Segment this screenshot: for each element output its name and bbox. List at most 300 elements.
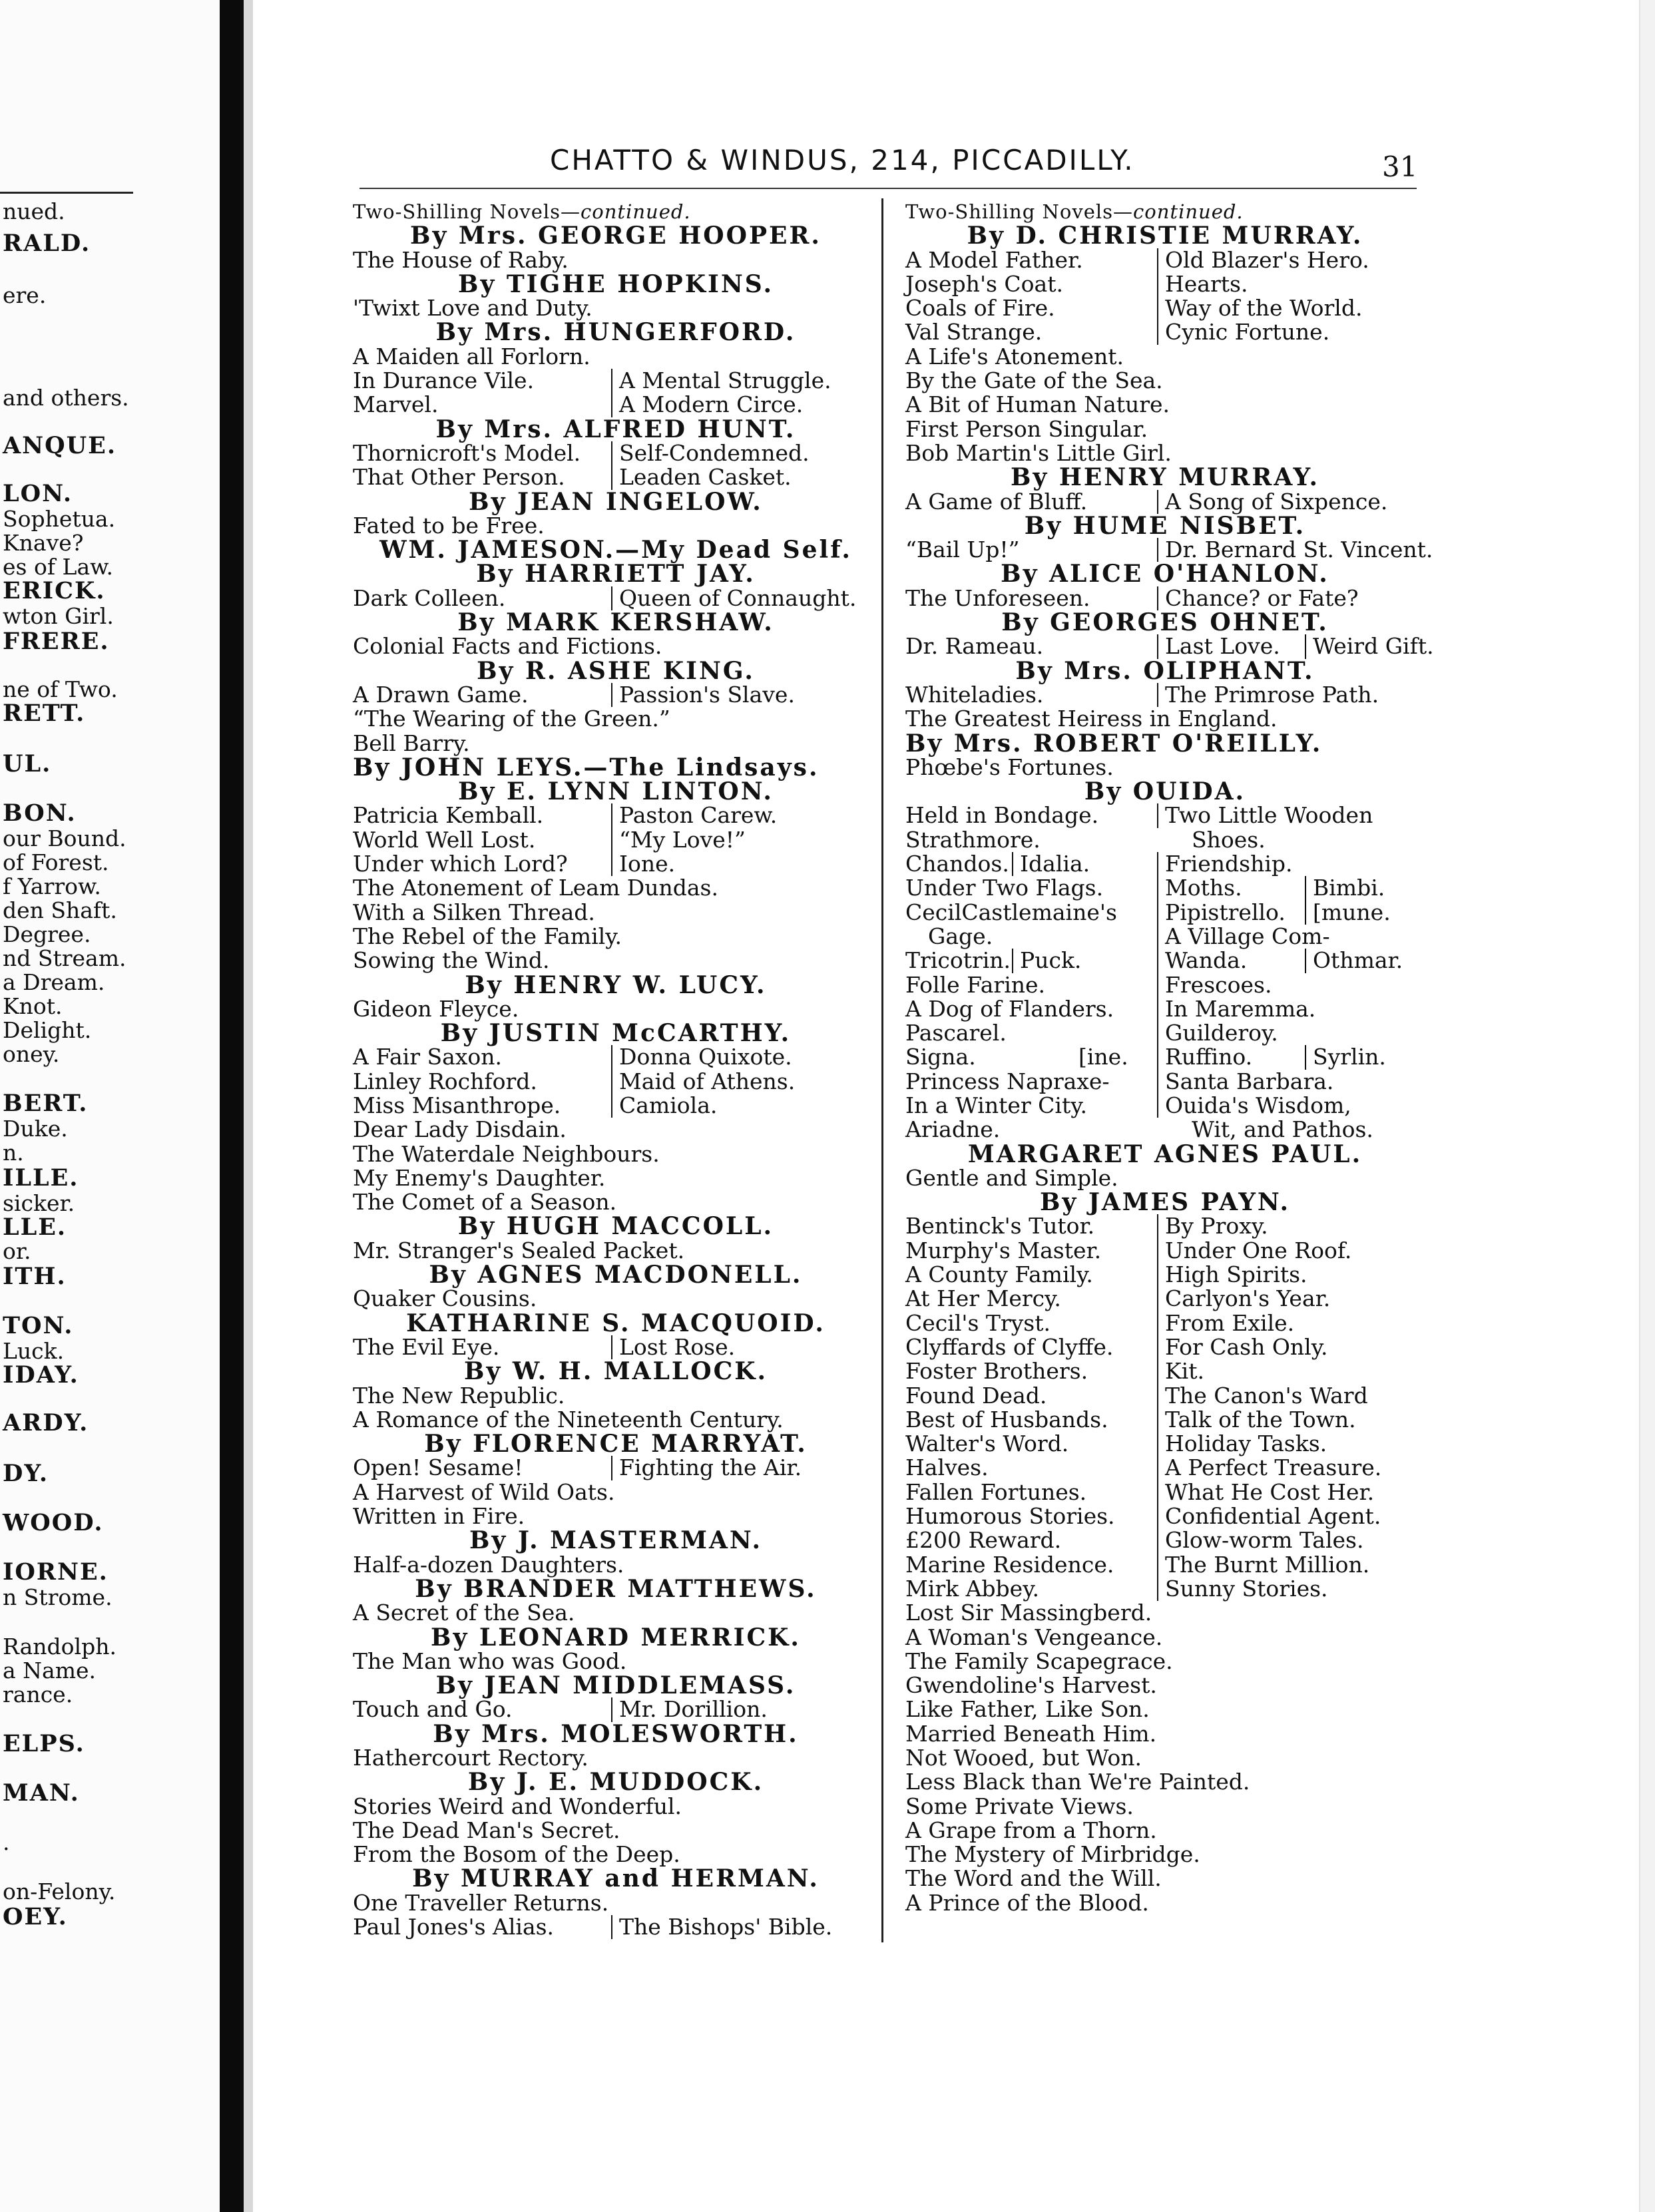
entry-text: Folle Farine. bbox=[905, 971, 1046, 998]
book-title-line bbox=[353, 1843, 879, 1867]
author-heading: By HARRIETT JAY. bbox=[476, 560, 756, 588]
entry-text-continued: In Maremma. bbox=[1157, 997, 1315, 1021]
facing-page-line: LON. bbox=[3, 480, 73, 507]
entry-text: A Woman's Vengeance. bbox=[905, 1624, 1163, 1650]
book-title-line bbox=[905, 1432, 1425, 1456]
book-title-line bbox=[905, 586, 1425, 610]
book-title-line bbox=[905, 1819, 1425, 1843]
facing-page-line: Delight. bbox=[3, 1017, 92, 1043]
facing-page-line: OEY. bbox=[3, 1903, 68, 1930]
facing-page-line: oney. bbox=[3, 1041, 60, 1067]
author-heading: By HENRY MURRAY. bbox=[1010, 463, 1320, 492]
entry-text-continued: What He Cost Her. bbox=[1157, 1480, 1374, 1504]
author-heading: By HUME NISBET. bbox=[1024, 511, 1306, 540]
entry-text: Bob Martin's Little Girl. bbox=[905, 439, 1172, 466]
book-title-line bbox=[353, 828, 879, 852]
facing-page-line: f Yarrow. bbox=[3, 873, 101, 899]
entry-text: Best of Husbands. bbox=[905, 1406, 1108, 1433]
entry-text-continued: Holiday Tasks. bbox=[1157, 1432, 1327, 1456]
entry-text: Under which Lord? bbox=[353, 851, 568, 877]
book-title-line bbox=[905, 1843, 1425, 1867]
entry-text: Gideon Fleyce. bbox=[353, 995, 519, 1022]
book-title-line bbox=[353, 1045, 879, 1069]
entry-text-continued: Ione. bbox=[611, 852, 675, 876]
entry-text-continued: Kit. bbox=[1157, 1359, 1204, 1383]
entry-text: Halves. bbox=[905, 1454, 989, 1481]
book-title-line bbox=[353, 949, 879, 973]
entry-text: By the Gate of the Sea. bbox=[905, 367, 1163, 394]
author-heading: By J. MASTERMAN. bbox=[469, 1526, 763, 1555]
book-title-line bbox=[905, 1577, 1425, 1601]
author-heading: By HUGH MACCOLL. bbox=[457, 1212, 774, 1241]
author-heading: By E. LYNN LINTON. bbox=[458, 777, 774, 806]
book-title-line bbox=[905, 1359, 1425, 1383]
entry-text: A Maiden all Forlorn. bbox=[353, 343, 591, 369]
entry-text-continued: The Canon's Ward bbox=[1157, 1384, 1368, 1408]
entry-text: The Word and the Will. bbox=[905, 1865, 1162, 1892]
entry-text-continued: The Primrose Path. bbox=[1157, 683, 1379, 707]
entry-text: Cecil's Tryst. bbox=[905, 1309, 1051, 1336]
entry-text: Joseph's Coat. bbox=[905, 270, 1063, 297]
book-title-line bbox=[353, 514, 879, 538]
author-heading: By D. CHRISTIE MURRAY. bbox=[967, 222, 1363, 250]
facing-page-line: Luck. bbox=[3, 1338, 65, 1364]
entry-text-continued: Friendship. bbox=[1157, 852, 1293, 876]
entry-text: Strathmore. bbox=[905, 826, 1041, 853]
book-title-line bbox=[353, 586, 879, 610]
entry-text: Lost Sir Massingberd. bbox=[905, 1600, 1152, 1626]
entry-text: Some Private Views. bbox=[905, 1793, 1134, 1819]
author-heading: By JAMES PAYN. bbox=[1039, 1188, 1291, 1217]
entry-text-continued: Talk of the Town. bbox=[1157, 1408, 1356, 1432]
book-title-line bbox=[905, 1021, 1425, 1045]
book-title-line bbox=[905, 1697, 1425, 1721]
book-title-line bbox=[905, 1239, 1425, 1263]
book-title-line bbox=[353, 925, 879, 949]
author-heading: By JEAN MIDDLEMASS. bbox=[435, 1671, 796, 1700]
book-title-line bbox=[353, 1697, 879, 1721]
facing-page-line: nd Stream. bbox=[3, 945, 126, 971]
book-title-line bbox=[353, 876, 879, 900]
entry-text: Touch and Go. bbox=[353, 1696, 513, 1723]
book-title-line bbox=[905, 949, 1425, 973]
entry-text-continued: Last Love. bbox=[1157, 634, 1280, 658]
entry-text: £200 Reward. bbox=[905, 1527, 1062, 1554]
entry-text: Under Two Flags. bbox=[905, 875, 1104, 901]
facing-page-line: ITH. bbox=[3, 1263, 67, 1290]
entry-text-continued: High Spirits. bbox=[1157, 1263, 1307, 1287]
author-heading: By Mrs. MOLESWORTH. bbox=[433, 1719, 799, 1748]
section-continuation-heading bbox=[353, 200, 879, 224]
entry-text: The New Republic. bbox=[353, 1382, 565, 1409]
author-heading: By GEORGES OHNET. bbox=[1001, 608, 1329, 637]
entry-text: Fallen Fortunes. bbox=[905, 1478, 1087, 1505]
book-title-line bbox=[905, 828, 1425, 852]
entry-text: Tricotrin. bbox=[905, 947, 1011, 974]
entry-text: Ariadne. bbox=[905, 1116, 1001, 1143]
book-title-line bbox=[353, 803, 879, 827]
entry-text-continued: The Bishops' Bible. bbox=[611, 1915, 832, 1939]
book-title-line bbox=[905, 1553, 1425, 1577]
entry-text: Hathercourt Rectory. bbox=[353, 1745, 589, 1771]
entry-text: In a Winter City. bbox=[905, 1092, 1087, 1118]
entry-text: A Harvest of Wild Oats. bbox=[353, 1478, 615, 1505]
facing-page-line: ere. bbox=[3, 282, 47, 308]
entry-text: Marvel. bbox=[353, 391, 439, 418]
book-title-line bbox=[905, 1673, 1425, 1697]
book-title-line bbox=[905, 1070, 1425, 1094]
book-title-line bbox=[905, 925, 1425, 949]
book-title-line bbox=[905, 1480, 1425, 1504]
entry-text: A Romance of the Nineteenth Century. bbox=[353, 1406, 784, 1433]
book-title-line bbox=[905, 1746, 1425, 1770]
book-title-line bbox=[905, 707, 1425, 731]
entry-text: Val Strange. bbox=[905, 319, 1043, 345]
facing-page-line: LLE. bbox=[3, 1214, 67, 1241]
entry-text: Sowing the Wind. bbox=[353, 947, 550, 974]
facing-page-line: a Name. bbox=[3, 1658, 97, 1683]
entry-text: Murphy's Master. bbox=[905, 1237, 1102, 1263]
entry-text: First Person Singular. bbox=[905, 415, 1148, 442]
facing-page-line: ILLE. bbox=[3, 1164, 79, 1192]
entry-text: Miss Misanthrope. bbox=[353, 1092, 561, 1118]
author-heading: By TIGHE HOPKINS. bbox=[458, 270, 774, 298]
entry-text-continued: Glow-worm Tales. bbox=[1157, 1528, 1363, 1552]
entry-text-continued: Old Blazer's Hero. bbox=[1157, 248, 1369, 272]
entry-text: Bell Barry. bbox=[353, 730, 470, 756]
entry-text-continued: Carlyon's Year. bbox=[1157, 1287, 1330, 1311]
book-title-line bbox=[353, 1795, 879, 1819]
entry-text: The Evil Eye. bbox=[353, 1333, 500, 1360]
entry-text: A Drawn Game. bbox=[353, 681, 529, 708]
author-heading: By Mrs. ROBERT O'REILLY. bbox=[905, 729, 1323, 758]
facing-page-line: nued. bbox=[3, 198, 65, 224]
page-edge bbox=[1639, 0, 1655, 2212]
author-heading: By Mrs. ALFRED HUNT. bbox=[435, 415, 796, 443]
book-title-line bbox=[905, 901, 1425, 925]
entry-text-continued: Frescoes. bbox=[1157, 973, 1272, 997]
entry-text-continued: The Burnt Million. bbox=[1157, 1553, 1369, 1577]
entry-text: Paul Jones's Alias. bbox=[353, 1914, 555, 1940]
book-title-line bbox=[353, 1553, 879, 1577]
entry-text: Chandos. bbox=[905, 851, 1009, 877]
book-title-line bbox=[905, 1722, 1425, 1746]
entry-text: A Game of Bluff. bbox=[905, 488, 1088, 515]
entry-text-continued: [mune. bbox=[1305, 901, 1391, 925]
book-title-line bbox=[905, 1263, 1425, 1287]
book-title-line bbox=[353, 1384, 879, 1408]
entry-text: The Waterdale Neighbours. bbox=[353, 1140, 660, 1167]
entry-text: Gentle and Simple. bbox=[905, 1164, 1118, 1191]
book-title-line bbox=[905, 1094, 1425, 1118]
continued-label: continued. bbox=[581, 200, 691, 223]
facing-page-line: ne of Two. bbox=[3, 676, 118, 702]
column-rule bbox=[881, 198, 883, 1942]
entry-text: Held in Bondage. bbox=[905, 802, 1099, 829]
entry-text: A Fair Saxon. bbox=[353, 1044, 502, 1070]
entry-text: Dark Colleen. bbox=[353, 584, 506, 611]
author-heading: By MURRAY and HERMAN. bbox=[412, 1865, 820, 1893]
book-title-line bbox=[353, 296, 879, 320]
entry-text-continued: Under One Roof. bbox=[1157, 1239, 1351, 1263]
book-title-line bbox=[905, 1867, 1425, 1890]
entry-text: CecilCastlemaine's bbox=[905, 899, 1117, 925]
entry-text-continued: Two Little Wooden bbox=[1157, 803, 1373, 827]
facing-page-line: ANQUE. bbox=[3, 432, 117, 459]
book-title-line bbox=[353, 1819, 879, 1843]
book-title-line bbox=[353, 1287, 879, 1311]
book-title-line bbox=[353, 1142, 879, 1166]
facing-page-line: Duke. bbox=[3, 1116, 68, 1142]
entry-text: The Comet of a Season. bbox=[353, 1189, 617, 1216]
entry-text-continued: Hearts. bbox=[1157, 272, 1248, 296]
book-title-line bbox=[353, 683, 879, 707]
section-label: Two-Shilling Novels— bbox=[905, 200, 1134, 223]
book-title-line bbox=[905, 1795, 1425, 1819]
book-title-line bbox=[353, 465, 879, 489]
facing-page-line: den Shaft. bbox=[3, 897, 117, 923]
entry-text-continued: Maid of Athens. bbox=[611, 1070, 795, 1094]
book-gutter bbox=[220, 0, 244, 2212]
facing-page-line: our Bound. bbox=[3, 825, 126, 851]
entry-text-continued: Camiola. bbox=[611, 1094, 717, 1118]
book-title-line bbox=[353, 732, 879, 756]
facing-page-line: ARDY. bbox=[3, 1409, 89, 1437]
book-title-line bbox=[905, 320, 1425, 344]
entry-text: Humorous Stories. bbox=[905, 1503, 1115, 1530]
entry-text: With a Silken Thread. bbox=[353, 899, 595, 925]
entry-text: The Atonement of Leam Dundas. bbox=[353, 875, 718, 901]
entry-text: A Bit of Human Nature. bbox=[905, 391, 1170, 418]
entry-text-continued: Othmar. bbox=[1305, 949, 1403, 973]
book-title-line bbox=[353, 1601, 879, 1625]
book-title-line bbox=[353, 248, 879, 272]
entry-text: Linley Rochford. bbox=[353, 1068, 537, 1094]
entry-text: The House of Raby. bbox=[353, 246, 569, 273]
entry-text: Phœbe's Fortunes. bbox=[905, 754, 1114, 780]
book-title-line bbox=[905, 296, 1425, 320]
book-title-line bbox=[905, 345, 1425, 369]
entry-text: The Mystery of Mirbridge. bbox=[905, 1841, 1200, 1868]
entry-text: Dr. Rameau. bbox=[905, 633, 1044, 660]
book-title-line bbox=[905, 852, 1425, 876]
facing-page-line: FRERE. bbox=[3, 628, 110, 655]
book-title-line bbox=[905, 803, 1425, 827]
entry-text-continued: Wit, and Pathos. bbox=[1192, 1116, 1373, 1143]
book-title-line bbox=[905, 1770, 1425, 1794]
facing-page-line: IDAY. bbox=[3, 1361, 79, 1389]
book-title-line bbox=[353, 1166, 879, 1190]
author-heading: MARGARET AGNES PAUL. bbox=[967, 1140, 1363, 1168]
facing-page-line: RALD. bbox=[3, 230, 91, 257]
page-number: 31 bbox=[1382, 150, 1418, 183]
entry-text: “The Wearing of the Green.” bbox=[353, 706, 670, 732]
facing-page-line: . bbox=[3, 1829, 10, 1855]
entry-text-continued: Way of the World. bbox=[1157, 296, 1362, 320]
entry-text-continued: Cynic Fortune. bbox=[1157, 320, 1329, 344]
book-title-line bbox=[905, 997, 1425, 1021]
book-title-line bbox=[905, 1650, 1425, 1673]
author-heading: By MARK KERSHAW. bbox=[457, 608, 774, 637]
book-title-line bbox=[905, 1601, 1425, 1625]
entry-text: World Well Lost. bbox=[353, 826, 536, 853]
entry-text: Gage. bbox=[928, 923, 993, 949]
entry-text-continued: Queen of Connaught. bbox=[611, 586, 856, 610]
facing-page-line: Knave? bbox=[3, 530, 84, 556]
entry-text: Bentinck's Tutor. bbox=[905, 1213, 1095, 1239]
author-heading: By FLORENCE MARRYAT. bbox=[424, 1430, 808, 1458]
entry-text: Not Wooed, but Won. bbox=[905, 1745, 1142, 1771]
author-heading: KATHARINE S. MACQUOID. bbox=[406, 1309, 826, 1337]
entry-text: Quaker Cousins. bbox=[353, 1285, 537, 1312]
entry-text-continued: Paston Carew. bbox=[611, 803, 777, 827]
author-heading: By ALICE O'HANLON. bbox=[1001, 560, 1329, 588]
book-title-line bbox=[353, 1239, 879, 1263]
facing-page-line: UL. bbox=[3, 750, 52, 777]
book-title-line bbox=[905, 248, 1425, 272]
entry-text-continued: Wanda. bbox=[1157, 949, 1247, 973]
author-heading: By BRANDER MATTHEWS. bbox=[415, 1574, 817, 1603]
running-head: CHATTO & WINDUS, 214, PICCADILLY. bbox=[550, 144, 1135, 176]
book-title-line bbox=[353, 1480, 879, 1504]
entry-text-continued: A Modern Circe. bbox=[611, 393, 803, 417]
facing-page-line: and others. bbox=[3, 385, 129, 411]
entry-text: A Secret of the Sea. bbox=[353, 1600, 575, 1626]
facing-page-line: n Strome. bbox=[3, 1584, 113, 1610]
book-title-line bbox=[905, 272, 1425, 296]
entry-text-continued: Bimbi. bbox=[1305, 876, 1385, 900]
entry-text-continued: Shoes. bbox=[1192, 826, 1266, 853]
author-heading: By AGNES MACDONELL. bbox=[429, 1261, 803, 1289]
book-title-line bbox=[905, 441, 1425, 465]
entry-text: Like Father, Like Son. bbox=[905, 1696, 1150, 1723]
entry-text-continued: A Mental Struggle. bbox=[611, 369, 831, 393]
author-heading: By J. E. MUDDOCK. bbox=[467, 1768, 764, 1797]
entry-text-continued: Idalia. bbox=[1012, 852, 1090, 876]
facing-page-line: Knot. bbox=[3, 993, 63, 1019]
facing-page-line: a Dream. bbox=[3, 969, 105, 995]
entry-text-continued: For Cash Only. bbox=[1157, 1335, 1327, 1359]
entry-text: A Life's Atonement. bbox=[905, 343, 1124, 369]
facing-page-line: on-Felony. bbox=[3, 1879, 116, 1904]
entry-text-continued: Sunny Stories. bbox=[1157, 1577, 1328, 1601]
book-title-line bbox=[905, 537, 1433, 563]
facing-page-line: Sophetua. bbox=[3, 506, 116, 532]
entry-text: Walter's Word. bbox=[905, 1431, 1069, 1457]
entry-text-continued: “My Love!” bbox=[611, 828, 746, 852]
entry-text: The Dead Man's Secret. bbox=[353, 1817, 620, 1843]
entry-text: From the Bosom of the Deep. bbox=[353, 1841, 680, 1868]
author-heading: By HENRY W. LUCY. bbox=[465, 971, 767, 999]
header-rule bbox=[359, 188, 1417, 189]
entry-text-continued: Donna Quixote. bbox=[611, 1045, 792, 1069]
book-title-line bbox=[353, 1456, 879, 1480]
book-title-line bbox=[905, 1408, 1425, 1432]
book-title-line bbox=[905, 1384, 1425, 1408]
entry-text-continued: Santa Barbara. bbox=[1157, 1070, 1333, 1094]
entry-text-continued: Puck. bbox=[1012, 949, 1081, 973]
book-title-line bbox=[353, 1915, 879, 1939]
book-title-line bbox=[905, 1214, 1425, 1238]
book-title-line bbox=[353, 997, 879, 1021]
entry-text: Signa. bbox=[905, 1044, 976, 1070]
book-title-line bbox=[353, 369, 879, 393]
gutter-shadow bbox=[244, 0, 253, 2212]
entry-text: A Grape from a Thorn. bbox=[905, 1817, 1157, 1843]
entry-text-continued: Syrlin. bbox=[1305, 1045, 1386, 1069]
entry-text: A Model Father. bbox=[905, 246, 1083, 273]
facing-page-rule bbox=[0, 192, 133, 194]
entry-text: Written in Fire. bbox=[353, 1503, 525, 1530]
entry-text: Married Beneath Him. bbox=[905, 1720, 1157, 1747]
author-heading: By JEAN INGELOW. bbox=[469, 487, 763, 516]
book-title-line bbox=[353, 1190, 879, 1214]
entry-text: Colonial Facts and Fictions. bbox=[353, 633, 662, 660]
continued-label: continued. bbox=[1133, 200, 1244, 223]
entry-text: Whiteladies. bbox=[905, 681, 1044, 708]
entry-text-continued: Weird Gift. bbox=[1305, 634, 1434, 658]
book-title-line bbox=[353, 1650, 879, 1673]
entry-text-continued: By Proxy. bbox=[1157, 1214, 1268, 1238]
entry-text-continued: Confidential Agent. bbox=[1157, 1504, 1381, 1528]
section-label: Two-Shilling Novels— bbox=[353, 200, 581, 223]
entry-text: Mirk Abbey. bbox=[905, 1575, 1039, 1602]
entry-text: Coals of Fire. bbox=[905, 295, 1055, 322]
facing-page-line: IORNE. bbox=[3, 1558, 109, 1586]
entry-text: Clyffards of Clyffe. bbox=[905, 1333, 1114, 1360]
book-title-line bbox=[353, 707, 879, 731]
facing-page-line: BERT. bbox=[3, 1090, 89, 1117]
book-title-line bbox=[353, 441, 879, 465]
book-title-line bbox=[353, 1504, 879, 1528]
facing-page-line: Degree. bbox=[3, 921, 91, 947]
facing-page-line: BON. bbox=[3, 799, 77, 827]
book-title-line bbox=[353, 1746, 879, 1770]
author-heading: WM. JAMESON.—My Dead Self. bbox=[379, 536, 852, 564]
entry-text-continued: Lost Rose. bbox=[611, 1335, 735, 1359]
facing-page-line: WOOD. bbox=[3, 1509, 104, 1536]
entry-text-continued: Ruffino. bbox=[1157, 1045, 1252, 1069]
entry-text: In Durance Vile. bbox=[353, 367, 535, 394]
facing-page-line: ELPS. bbox=[3, 1730, 85, 1757]
entry-text: 'Twixt Love and Duty. bbox=[353, 295, 592, 322]
entry-text: The Unforeseen. bbox=[905, 584, 1090, 611]
book-title-line bbox=[905, 1287, 1425, 1311]
entry-text: Open! Sesame! bbox=[353, 1454, 523, 1481]
entry-text: Foster Brothers. bbox=[905, 1358, 1088, 1385]
entry-text-continued: A Perfect Treasure. bbox=[1157, 1456, 1381, 1480]
entry-text: The Family Scapegrace. bbox=[905, 1648, 1173, 1674]
book-title-line bbox=[905, 633, 1434, 660]
book-title-line bbox=[905, 1118, 1425, 1142]
book-title-line bbox=[353, 345, 879, 369]
entry-text-continued: Leaden Casket. bbox=[611, 465, 792, 489]
entry-text: A Prince of the Blood. bbox=[905, 1889, 1149, 1916]
facing-page-line: or. bbox=[3, 1238, 31, 1264]
entry-text: Stories Weird and Wonderful. bbox=[353, 1793, 682, 1819]
entry-text: Patricia Kemball. bbox=[353, 802, 544, 829]
entry-text: Found Dead. bbox=[905, 1382, 1047, 1409]
book-title-line bbox=[353, 901, 879, 925]
entry-text: One Traveller Returns. bbox=[353, 1889, 609, 1916]
author-heading: By W. H. MALLOCK. bbox=[463, 1357, 768, 1386]
entry-text-continued: Ouida's Wisdom, bbox=[1157, 1094, 1351, 1118]
author-heading: By Mrs. HUNGERFORD. bbox=[435, 318, 796, 347]
book-title-line bbox=[353, 634, 879, 658]
author-heading: By LEONARD MERRICK. bbox=[431, 1623, 801, 1652]
book-title-line bbox=[905, 1456, 1425, 1480]
facing-page-line: RETT. bbox=[3, 700, 86, 727]
